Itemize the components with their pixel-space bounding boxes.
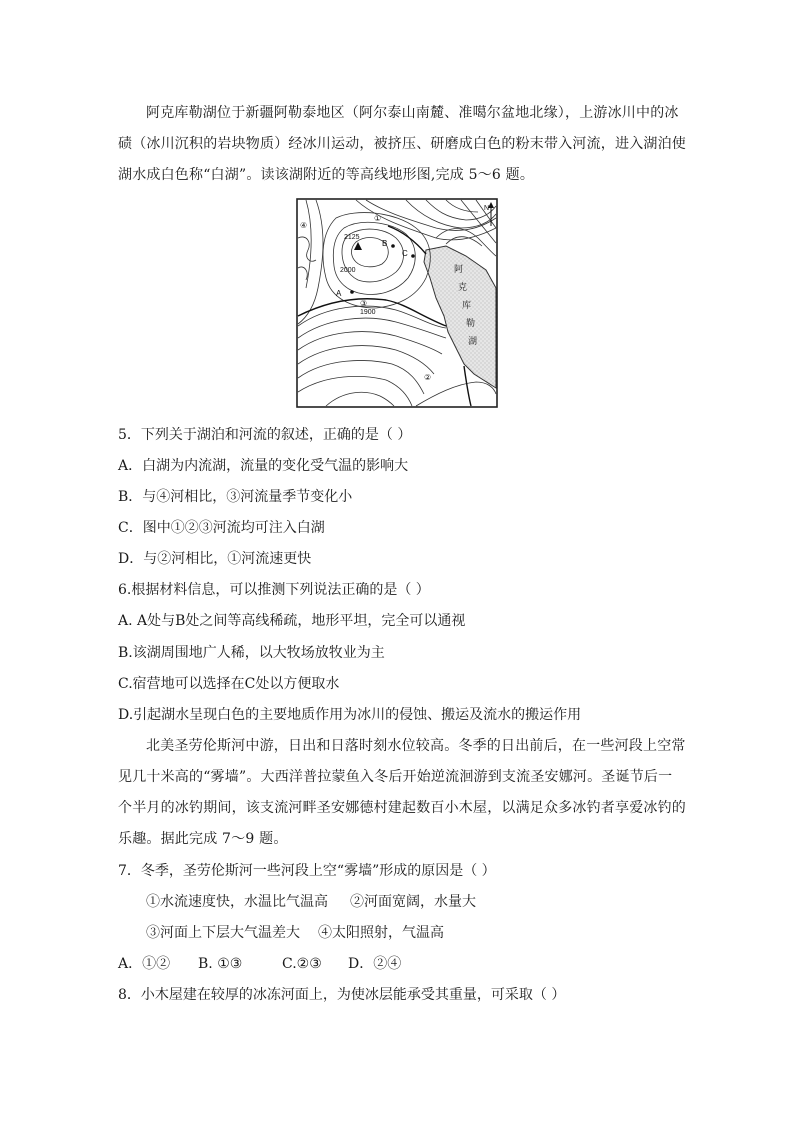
elevation-2000: 2000 <box>340 267 356 274</box>
q6-option-a: A. A处与B处之间等高线稀疏，地形平坦，完全可以通视 <box>118 613 466 629</box>
river-3-label: ③ <box>360 299 368 308</box>
q7-option-a: A．①② <box>118 956 171 972</box>
q7-statement-4: ④太阳照射，气温高 <box>318 925 444 941</box>
q7-option-b: B. ①③ <box>198 956 243 972</box>
q6-option-d: D.引起湖水呈现白色的主要地质作用为冰川的侵蚀、搬运及流水的搬运作用 <box>118 707 582 723</box>
q8-stem: 8．小木屋建在较厚的冰冻河面上，为使冰层能承受其重量，可采取（ ） <box>118 987 566 1003</box>
river-1-label: ① <box>374 214 382 223</box>
river-4-label: ④ <box>300 221 308 230</box>
q5-option-c: C．图中①②③河流均可注入白湖 <box>118 520 325 536</box>
point-B-label: B <box>382 239 388 248</box>
elevation-1900: 1900 <box>360 309 376 316</box>
q7-options <box>118 954 401 974</box>
elevation-2125: 2125 <box>344 234 360 241</box>
q7-option-c: C.②③ <box>282 956 322 972</box>
river-2-label: ② <box>424 373 432 382</box>
point-A-label: A <box>336 289 342 298</box>
lake-char-3: 库 <box>462 301 472 311</box>
lake-char-4: 勒 <box>466 319 476 329</box>
q7-statements-row-2 <box>146 923 444 943</box>
q6-option-b: B.该湖周围地广人稀，以大牧场放牧业为主 <box>118 645 385 661</box>
point-C-label: C <box>402 249 408 258</box>
q7-statement-2: ②河面宽阔，水量大 <box>350 894 476 910</box>
intro-paragraph-1: 阿克库勒湖位于新疆阿勒泰地区（阿尔泰山南麓、准噶尔盆地北缘），上游冰川中的冰碛（冰川沉积的岩块物质）经冰川运动，被挤压、研磨成白色的粉末带入河流，进入湖泊使湖水成白色称“白湖”。读该湖附近的等高线地形图,完成 5～6 题。 <box>118 105 686 183</box>
lake-char-1: 阿 <box>454 265 464 275</box>
q7-stem: 7．冬季，圣劳伦斯河一些河段上空“雾墙”形成的原因是（ ） <box>118 863 496 879</box>
q5-option-a: A．白湖为内流湖，流量的变化受气温的影响大 <box>118 458 409 474</box>
q7-statement-1: ①水流速度快，水温比气温高 <box>146 894 328 910</box>
contour-map <box>296 198 498 408</box>
north-label: N <box>484 205 490 212</box>
q7-statements-row-1 <box>146 892 476 912</box>
lake-char-2: 克 <box>458 283 468 293</box>
q6-option-c: C.宿营地可以选择在C处以方便取水 <box>118 676 340 692</box>
q5-option-d: D．与②河相比，①河流速更快 <box>118 551 312 567</box>
q5-stem: 5．下列关于湖泊和河流的叙述，正确的是（ ） <box>118 427 412 443</box>
lake-char-5: 湖 <box>468 337 478 347</box>
q6-stem: 6.根据材料信息，可以推测下列说法正确的是（ ） <box>118 582 430 598</box>
q5-option-b: B．与④河相比，③河流量季节变化小 <box>118 489 353 505</box>
q7-option-d: D．②④ <box>348 956 402 972</box>
intro-paragraph-2: 北美圣劳伦斯河中游，日出和日落时刻水位较高。冬季的日出前后，在一些河段上空常见几十米高的“雾墙”。大西洋普拉蒙鱼入冬后开始逆流洄游到支流圣安娜河。圣诞节后一个半月的冰钓期间，该支流河畔圣安娜德村建起数百小木屋，以满足众多冰钓者享爱冰钓的乐趣。据此完成 7～9 题。 <box>118 738 686 847</box>
q7-statement-3: ③河面上下层大气温差大 <box>146 925 300 941</box>
